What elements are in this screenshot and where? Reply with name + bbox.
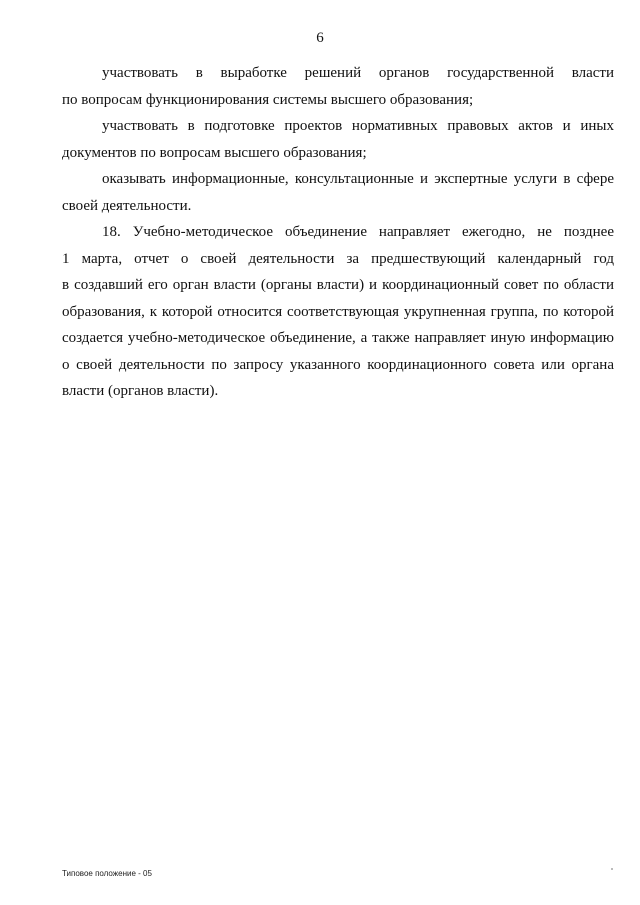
text-line: участвовать в подготовке проектов нормативных правовых актов и иных xyxy=(102,118,614,134)
text-line: 1 марта, отчет о своей деятельности за предшествующий календарный год xyxy=(62,250,614,267)
text-line: 18. Учебно-методическое объединение направляет ежегодно, не позднее xyxy=(102,224,614,240)
document-body xyxy=(62,60,614,405)
paragraph-participate-decisions xyxy=(62,60,614,113)
footer-document-code: Типовое положение - 05 xyxy=(62,869,152,878)
paragraph-provide-services xyxy=(62,166,614,219)
text-line: своей деятельности. xyxy=(62,197,192,214)
text-line: в создавший его орган власти (органы власти) и координационный совет по области xyxy=(62,277,614,293)
text-line: документов по вопросам высшего образования; xyxy=(62,144,367,161)
paragraph-participate-drafts xyxy=(62,113,614,166)
text-line: по вопросам функционирования системы высшего образования; xyxy=(62,91,474,108)
paragraph-18-annual-report xyxy=(62,219,614,405)
text-line: о своей деятельности по запросу указанного координационного совета или органа xyxy=(62,356,614,373)
text-line: участвовать в выработке решений органов государственной власти xyxy=(102,65,614,81)
text-line: власти (органов власти). xyxy=(62,383,219,399)
text-line: оказывать информационные, консультационные и экспертные услуги в сфере xyxy=(102,171,614,187)
page-number: 6 xyxy=(316,30,324,46)
text-line: образования, к которой относится соответствующая укрупненная группа, по которой xyxy=(62,303,614,320)
text-line: создается учебно-методическое объединение, а также направляет иную информацию xyxy=(62,330,614,346)
scan-artifact xyxy=(611,868,613,870)
